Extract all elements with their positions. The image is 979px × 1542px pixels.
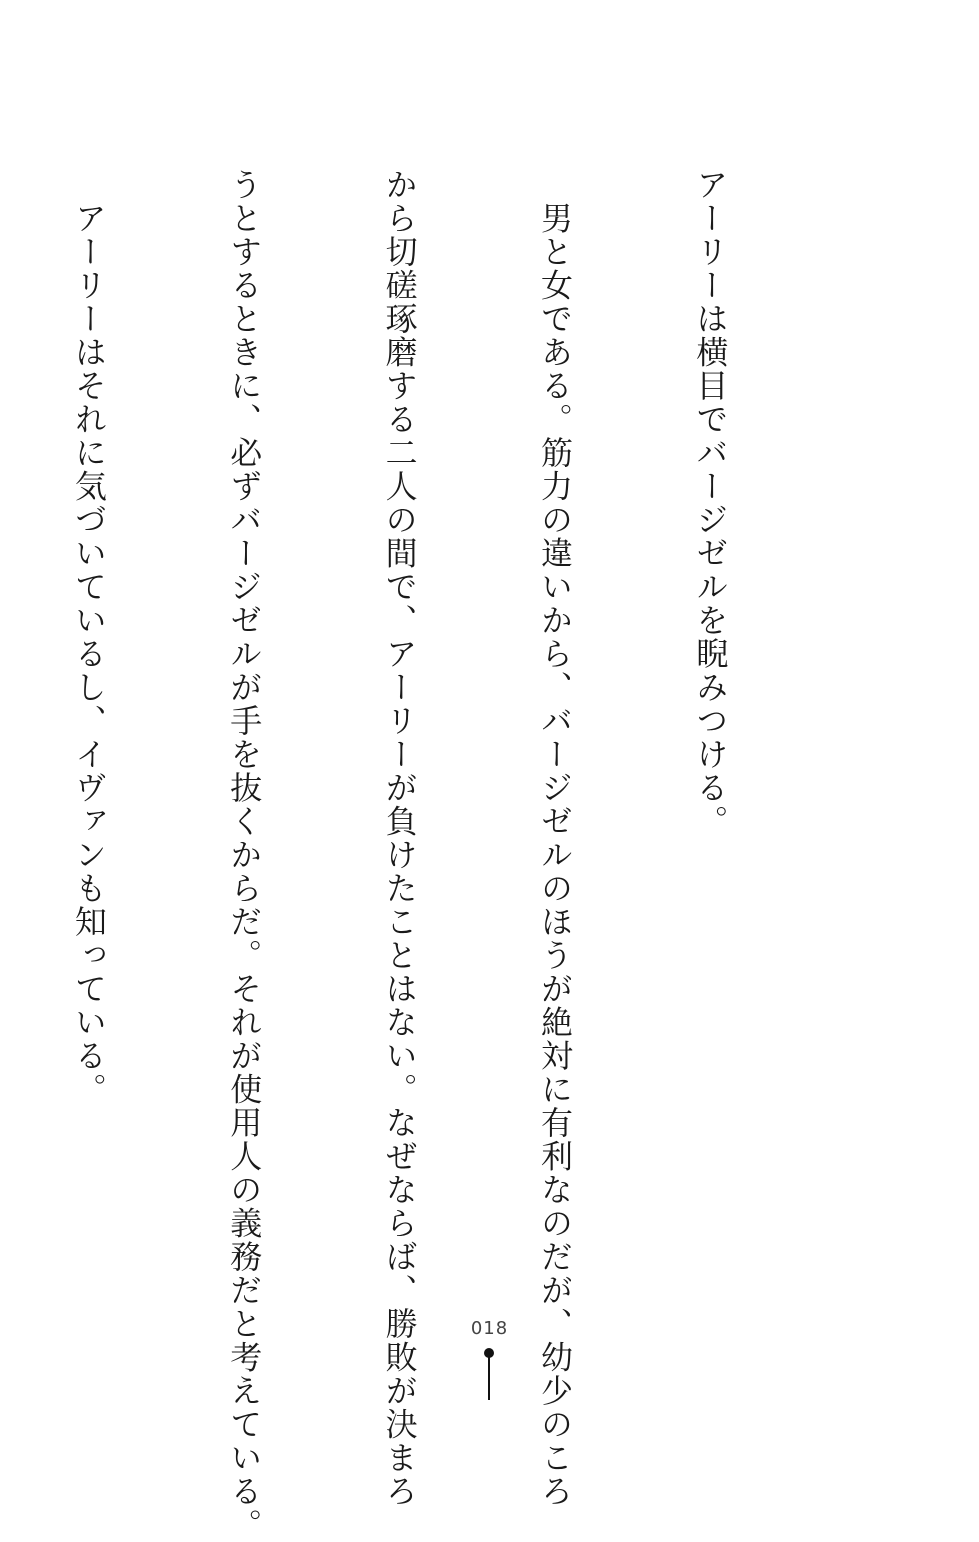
page-marker-line	[488, 1356, 490, 1400]
text-line: うとするときに、必ずバージゼルが手を抜くからだ。それが使用人の義務だと考えている。	[225, 168, 264, 1542]
text-line: アーリーは横目でバージゼルを睨みつける。	[691, 168, 730, 838]
page-number: 018	[470, 1318, 509, 1339]
text-line: アーリーはそれに気づいているし、イヴァンも知っている。	[69, 168, 108, 1106]
text-line: から切磋琢磨する二人の間で、アーリーが負けたことはない。なぜならば、勝敗が決まろ	[380, 168, 419, 1508]
text-line: 男と女である。筋力の違いから、バージゼルのほうが絶対に有利なのだが、幼少のころ	[536, 168, 575, 1508]
